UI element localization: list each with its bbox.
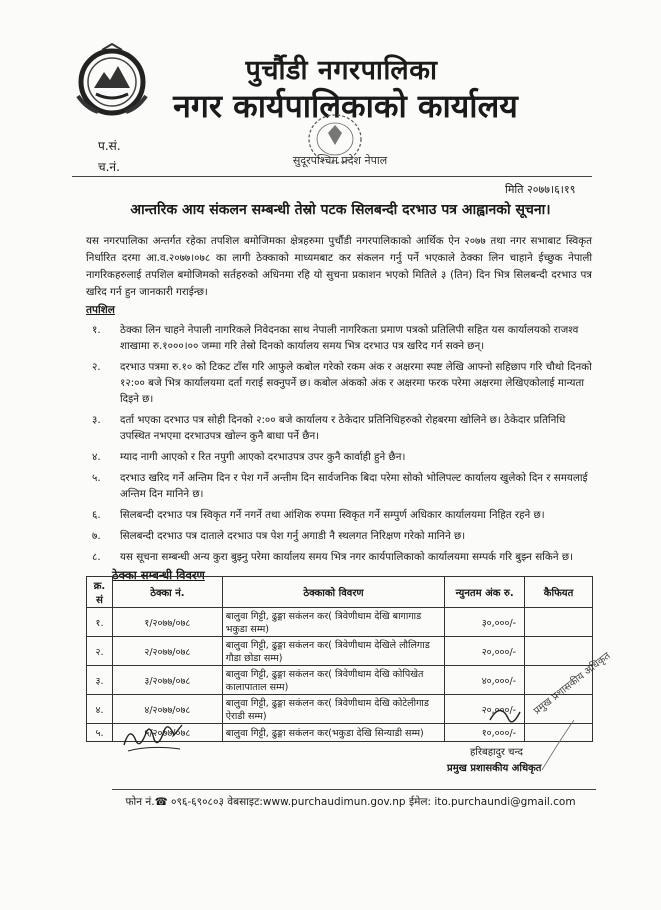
footer-contact	[0, 795, 661, 809]
list-item: ५. दरभाउ खरिद गर्ने अन्तिम दिन र पेश गर्ने अन्तीम दिन सार्वजनिक बिदा परेमा सोको भोलिपल्ट कार्यालय खुलेको दिन र समयलाई अन्तिम दिन मानिने छ।	[92, 472, 588, 500]
header-divider	[72, 176, 592, 177]
list-item: ४. म्याद नागी आएको र रित नपुगी आएको दरभाउपत्र उपर कुनै कार्वाही हुने छैन।	[92, 451, 406, 463]
list-item: १. ठेक्का लिन चाहने नेपाली नागरिकले निवेदनका साथ नेपाली नागरिकता प्रमाण पत्रको प्रतिलिपी सहित यस कार्यालयको राजश्व शाखामा रु.१०००।०० जम्मा गरि तेस्रो दिनको कार्यालय समय भित्र दरभाउ पत्र खरिद गर्न सक्ने छन्।	[92, 324, 579, 352]
office-stamp-icon	[280, 105, 390, 185]
footer-divider	[112, 789, 596, 790]
municipality-name: पुर्चौडी नगरपालिका	[245, 55, 438, 86]
signer-title: प्रमुख प्रशासकीय अधिकृत	[447, 763, 542, 774]
footer-email[interactable]: ईमेल: ito.purchaundi@gmail.com	[408, 796, 576, 808]
list-item: ६. सिलबन्दी दरभाउ पत्र स्विकृत गर्ने नगर्ने तथा आंशिक रुपमा स्विकृत गर्ने सम्पुर्ण अधिकार कार्यालयमा निहित रहने छ।	[92, 509, 545, 521]
table-row: ३. ३/२०७७/०७८ बालुवा गिट्टी, ढुङ्गा सकंलन कर( त्रिवेणीधाम देखि कोपिखेत कालापाताल सम्म) ४०,०००/-	[87, 666, 593, 695]
table-row: २. २/२०७७/०७८ बालुवा गिट्टी, ढुङ्गा सकंलन कर( त्रिवेणीधाम देखिले लौलिगाड गौडा छोडा सम्म) २०,०००/-	[87, 637, 593, 666]
terms-list	[86, 322, 596, 570]
notice-intro: यस नगरपालिका अन्तर्गत रहेका तपशिल बमोजिमका क्षेत्रहरुमा पुर्चौडी नगरपालिकाको आर्थिक ऐन २०७७ तथा नगर सभाबाट स्विकृत निर्धारित दरमा आ.व.२०७७।०७८ का लागी ठेक्काको माध्यमबाट कर संकलन गर्नु पर्ने भएकाले ठेक्का लिन चाहाने ईच्छुक नेपाली नागरिकहरुलाई तपशिल बमोजिमको सर्तहरुको अधिनमा रहि यो सुचना प्रकाशन भएको मितिले ३ (तिन) दिन भित्र सिलबन्दी दरभाउ पत्र खरिद गर्न हुन जानकारी गराईन्छ।	[86, 235, 592, 298]
list-item: ३. दर्ता भएका दरभाउ पत्र सोही दिनको २:०० बजे कार्यालय र ठेकेदार प्रतिनिधिहरुको रोहबरमा खोलिने छ। ठेकेदार प्रतिनिधि उपस्थित नभएमा दरभाउपत्र खोल्न कुनै बाधा पर्ने छैन।	[92, 414, 566, 442]
tapasil-heading: तपशिल	[86, 304, 115, 316]
list-item: ८. यस सूचना सम्बन्धी अन्य कुरा बुझ्नु परेमा कार्यालय समय भित्र नगर कार्यपालिकाको कार्यालयमा सम्पर्क गरि बुझ्न सकिने छ।	[92, 551, 573, 563]
stamp-caption: सुदूरपश्चिम प्रदेश नेपाल	[292, 154, 388, 167]
col-header: ठेक्काको विवरण	[222, 577, 444, 608]
col-header: क्र. सं	[87, 577, 113, 608]
table-row: ४. ४/२०७७/०७८ बालुवा गिट्टी, ढुङ्गा सकंलन कर( त्रिवेणीधाम देखि कोटेलीगाड ऐराडी सम्म) २०,०००/-	[87, 695, 593, 724]
signature-icon	[120, 715, 190, 755]
signer-name: हरिबहादुर चन्द	[470, 747, 523, 758]
cn-label: च.नं.	[98, 160, 120, 174]
footer-phone: फोन नं.☎ ०९६-६९०८०३	[125, 796, 224, 808]
list-item: २. दरभाउ पत्रमा रु.१० को टिकट टाँस गरि आफुले कबोल गरेको रकम अंक र अक्षरमा स्पष्ट लेखि आफ्नो सहिछाप गरि चौथो दिनको १२:०० बजे भित्र कार्यालयमा दर्ता गराई सक्नुपर्ने छ। कबोल अंकको अंक र अक्षरमा फरक परेमा अक्षरमा लेखिएकोलाई मान्यता दिइने छ।	[92, 361, 592, 405]
notice-title: आन्तरिक आय संकलन सम्बन्धी तेस्रो पटक सिलबन्दी दरभाउ पत्र आह्वानको सूचना।	[130, 202, 551, 218]
table-title: ठेक्का सम्बन्धी विवरण	[112, 568, 205, 582]
officer-stamp-text: प्रमुख प्रशासकीय अधिकृत	[531, 650, 613, 718]
table-row: ५. ५/२०७७/०७८ बालुवा गिट्टी, ढुङ्गा सकंलन कर(भकुडा देखि सिन्याडी सम्म) १०,०००/-	[87, 724, 593, 742]
table-row: १. १/२०७७/०७८ बालुवा गिट्टी, ढुङ्गा सकंलन कर( त्रिवेणीधाम देखि बागागाड भकुडा सम्म) ३०,०००/-	[87, 608, 593, 637]
ps-label: प.सं.	[98, 139, 121, 153]
table-header-row	[87, 577, 593, 608]
col-header: न्युनतम अंक रु.	[445, 577, 525, 608]
notice-date: मिति २०७७।६।१९	[505, 183, 576, 196]
office-name: नगर कार्यपालिकाको कार्यालय	[173, 87, 518, 125]
list-item: ७. सिलबन्दी दरभाउ पत्र दाताले दरभाउ पत्र पेश गर्नु अगाडी नै स्थलगत निरिक्षण गरेको मानिने छ।	[92, 530, 466, 542]
footer-website[interactable]: वेबसाइट:www.purchaudimun.gov.np	[227, 796, 406, 808]
col-header: कैफियत	[525, 577, 593, 608]
col-header: ठेक्का नं.	[112, 577, 222, 608]
